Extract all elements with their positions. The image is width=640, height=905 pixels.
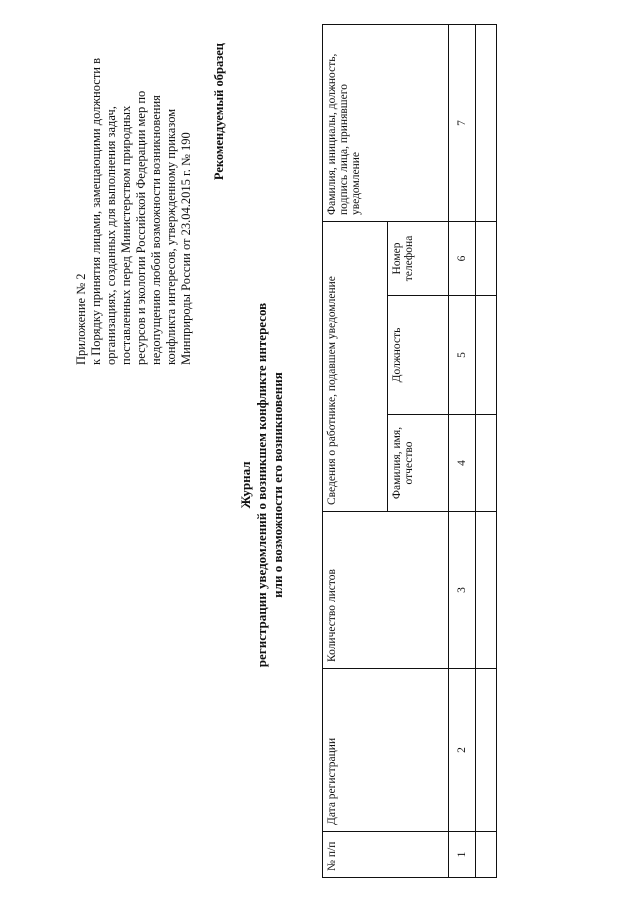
header-number: № п/п: [323, 832, 449, 878]
column-number: 4: [449, 415, 476, 512]
recommended-sample-label: Рекомендуемый образец: [212, 43, 226, 181]
empty-cell: [476, 512, 497, 669]
header-fio: Фамилия, имя, отчество: [388, 415, 449, 512]
column-number-row: [449, 24, 476, 877]
header-employee-group: Сведения о работнике, подавшем уведомление: [323, 221, 388, 511]
appendix-line: ресурсов и экологии Российской Федерации мер по: [134, 90, 148, 365]
empty-cell: [476, 24, 497, 221]
empty-cell: [476, 221, 497, 295]
header-phone: Номер телефона: [388, 221, 449, 295]
appendix-block: [74, 35, 194, 365]
appendix-line: недопущению любой возможности возникновения: [149, 95, 163, 365]
title-line-1: Журнал: [238, 461, 253, 509]
title-line-2: регистрации уведомлений о возникшем конфликте интересов: [254, 302, 269, 668]
header-row: [323, 24, 388, 877]
appendix-heading: Приложение № 2: [74, 273, 88, 365]
empty-cell: [476, 415, 497, 512]
appendix-line: к Порядку принятия лицами, замещающими должности в: [89, 57, 103, 365]
empty-entry-row: [476, 24, 497, 877]
column-number: 5: [449, 296, 476, 415]
empty-cell: [476, 296, 497, 415]
column-number: 1: [449, 832, 476, 878]
appendix-line: организациях, созданных для выполнения задач,: [104, 106, 118, 365]
appendix-line: конфликта интересов, утвержденному приказом: [164, 108, 178, 365]
empty-cell: [476, 669, 497, 832]
column-number: 3: [449, 512, 476, 669]
column-number: 6: [449, 221, 476, 295]
journal-table: [322, 24, 497, 878]
column-number: 7: [449, 24, 476, 221]
header-position: Должность: [388, 296, 449, 415]
empty-cell: [476, 832, 497, 878]
appendix-line: поставленных перед Министерством природных: [119, 105, 133, 365]
column-number: 2: [449, 669, 476, 832]
journal-title: [238, 125, 286, 845]
header-sheets: Количество листов: [323, 512, 449, 669]
header-date: Дата регистрации: [323, 669, 449, 832]
header-receiver: Фамилия, инициалы, должность, подпись лица, принявшего уведомление: [323, 24, 449, 221]
title-line-3: или о возможности его возникновения: [270, 372, 285, 598]
appendix-line: Минприроды России от 23.04.2015 г. № 190: [179, 132, 193, 365]
